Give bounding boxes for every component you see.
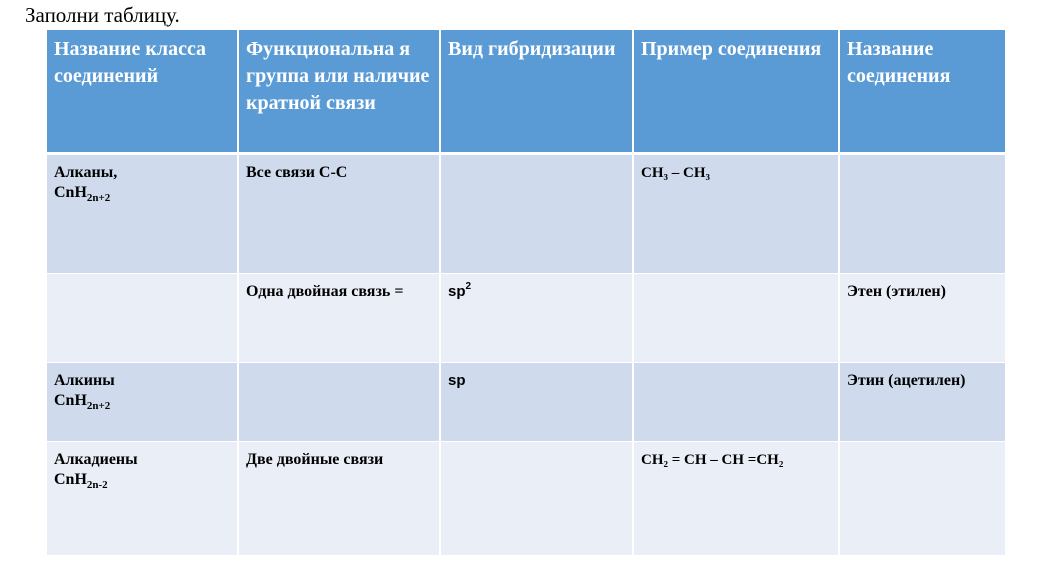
header-functional-group: Функциональна я группа или наличие кратной связи xyxy=(238,30,440,153)
cell-functional-group[interactable]: Все связи С-С xyxy=(238,153,440,273)
cell-compound-name[interactable]: Этен (этилен) xyxy=(839,273,1005,362)
chemistry-table xyxy=(47,30,1005,556)
header-compound-name: Название соединения xyxy=(839,30,1005,153)
cell-hybridization[interactable]: $sp^2$ xyxy=(440,273,633,362)
cell-functional-group[interactable]: Одна двойная связь = xyxy=(238,273,440,362)
general-formula: CnH$_{2n+2}$ xyxy=(54,183,111,204)
table-header-row xyxy=(47,30,1005,153)
general-formula: CnH$_{2n-2}$ xyxy=(54,470,108,491)
cell-hybridization[interactable] xyxy=(440,153,633,273)
cell-class-name[interactable] xyxy=(47,153,238,273)
cell-compound-name[interactable] xyxy=(839,153,1005,273)
table-row-alkynes xyxy=(47,362,1005,441)
cell-class-name[interactable] xyxy=(47,441,238,555)
cell-functional-group[interactable] xyxy=(238,362,440,441)
cell-class-name[interactable] xyxy=(47,273,238,362)
cell-example[interactable]: CH₃ – CH₃ xyxy=(633,153,839,273)
cell-example[interactable] xyxy=(633,273,839,362)
cell-functional-group[interactable]: Две двойные связи xyxy=(238,441,440,555)
cell-compound-name[interactable]: Этин (ацетилен) xyxy=(839,362,1005,441)
table-row-alkanes xyxy=(47,153,1005,273)
cell-hybridization[interactable]: sp xyxy=(440,362,633,441)
header-class-name: Название класса соединений xyxy=(47,30,238,153)
header-hybridization: Вид гибридизации xyxy=(440,30,633,153)
cell-example[interactable]: CH₂ = CH – CH =CH₂ xyxy=(633,441,839,555)
cell-class-name[interactable] xyxy=(47,362,238,441)
header-example: Пример соединения xyxy=(633,30,839,153)
table-row-alkadienes xyxy=(47,441,1005,555)
cell-compound-name[interactable] xyxy=(839,441,1005,555)
class-name: Алканы, xyxy=(54,163,118,181)
general-formula: CnH$_{2n+2}$ xyxy=(54,391,111,412)
instruction-text: Заполни таблицу. xyxy=(25,3,180,27)
class-name: Алкадиены xyxy=(54,450,138,468)
class-name: Алкины xyxy=(54,371,115,389)
cell-hybridization[interactable] xyxy=(440,441,633,555)
table-row-alkenes xyxy=(47,273,1005,362)
cell-example[interactable] xyxy=(633,362,839,441)
